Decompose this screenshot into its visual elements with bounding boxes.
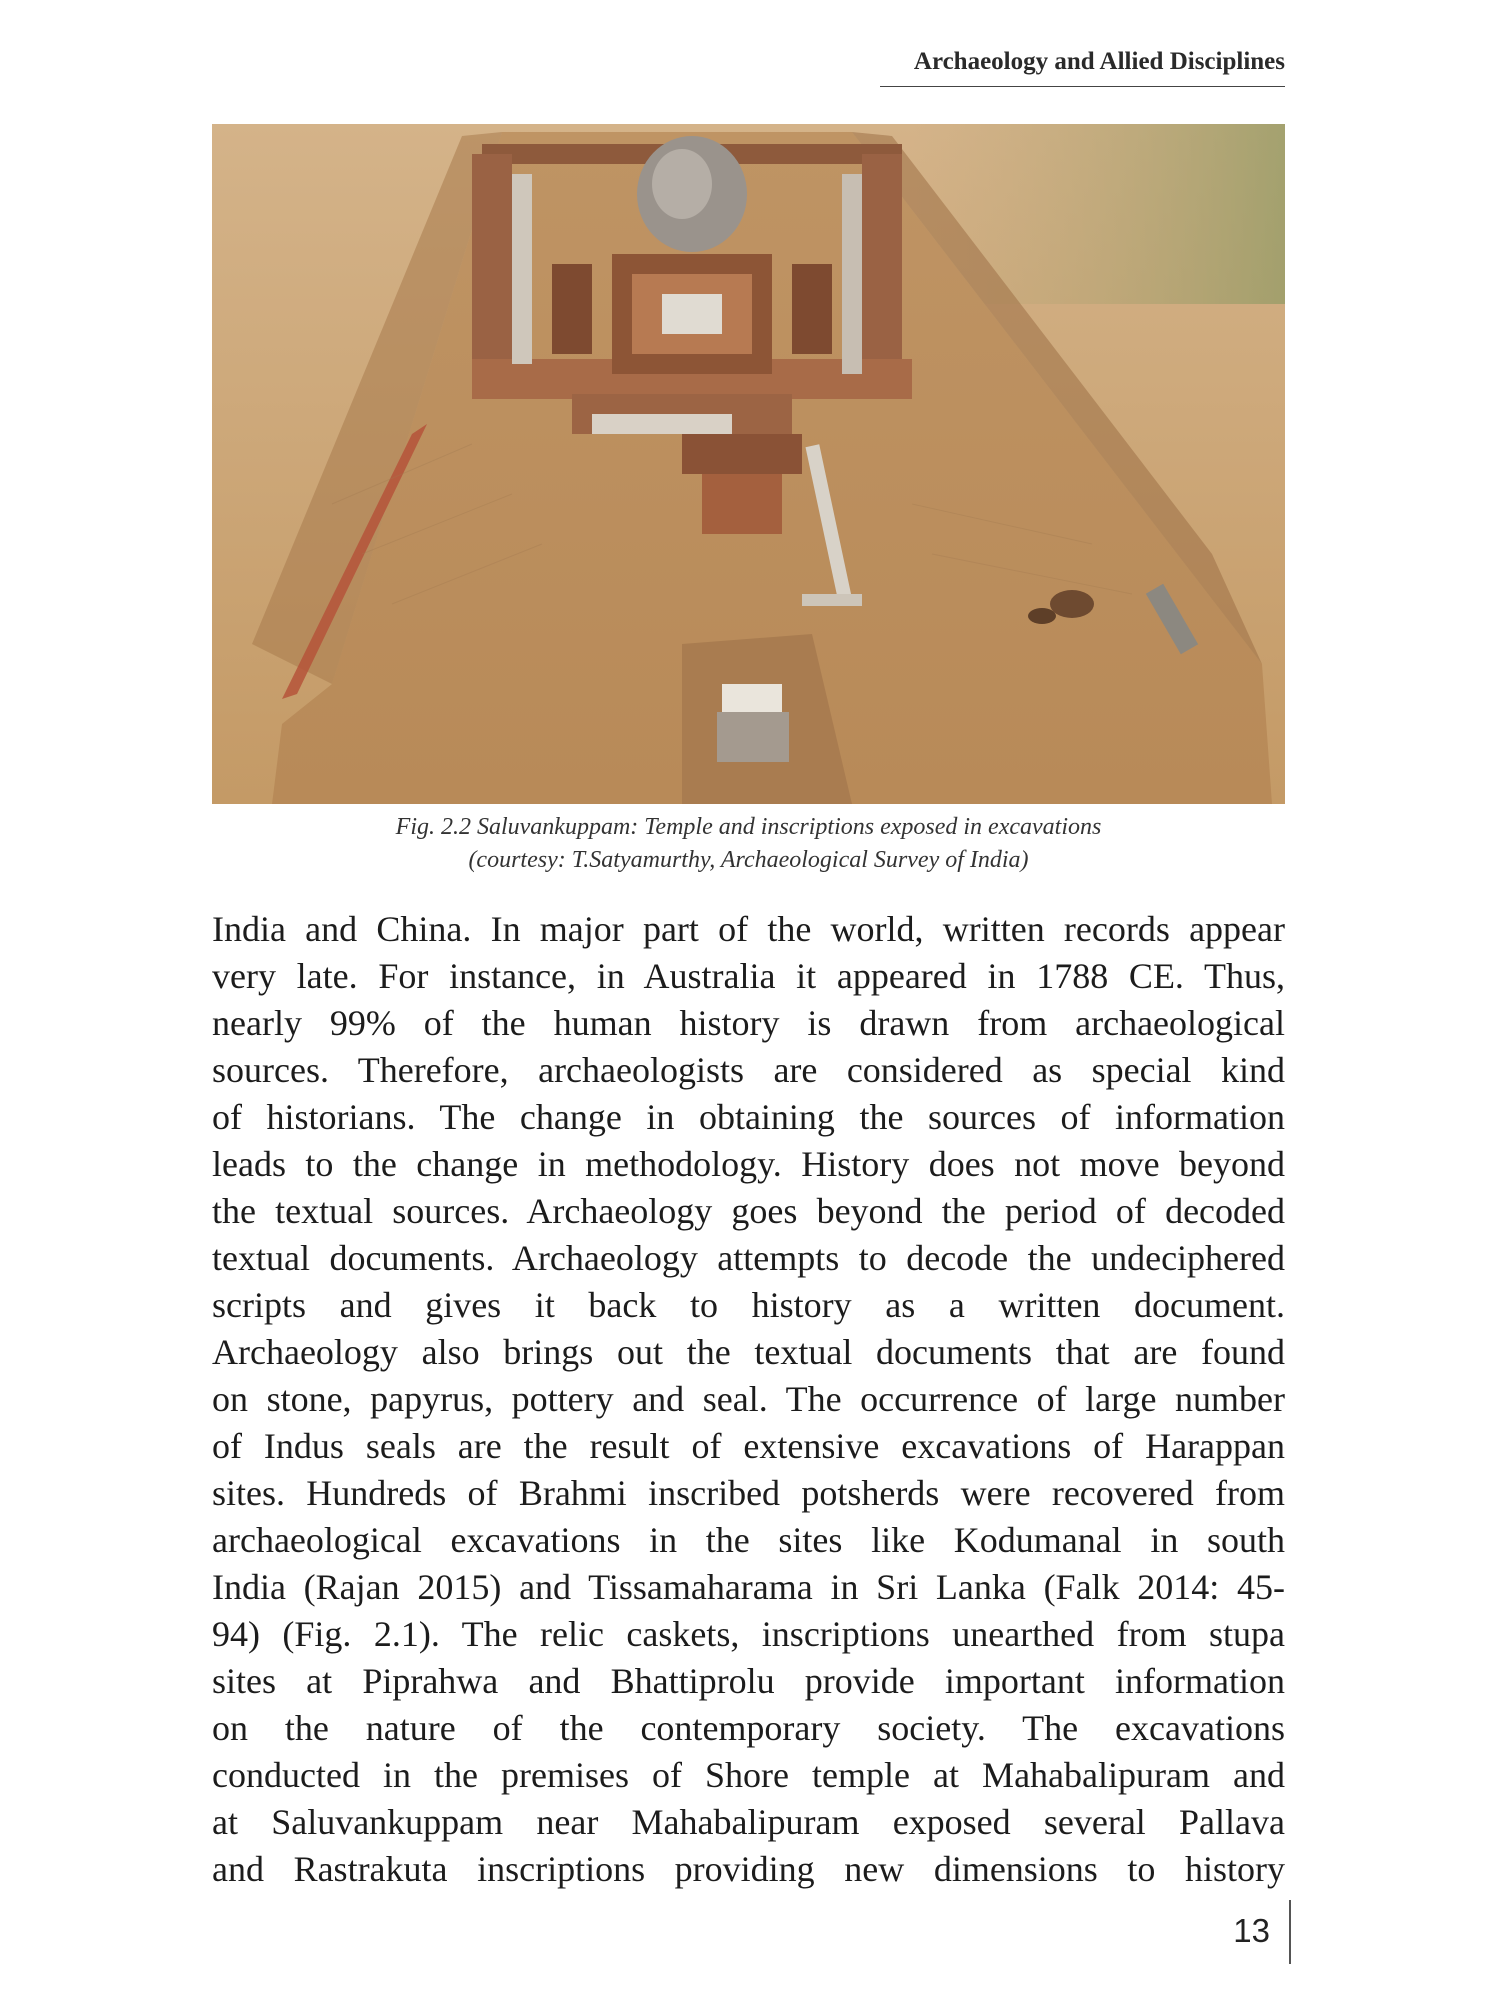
- excavation-photo-illustration: [212, 124, 1285, 804]
- page-number-rule: [1289, 1900, 1291, 1964]
- text-line: Archaeology also brings out the textual documents that are found: [212, 1332, 1285, 1372]
- text-line: scripts and gives it back to history as a written document.: [212, 1285, 1285, 1325]
- text-line: of historians. The change in obtaining the sources of information: [212, 1097, 1285, 1137]
- text-line: at Saluvankuppam near Mahabalipuram exposed several Pallava: [212, 1802, 1285, 1842]
- running-header: Archaeology and Allied Disciplines: [913, 48, 1285, 75]
- text-line: the textual sources. Archaeology goes beyond the period of decoded: [212, 1191, 1285, 1231]
- body-paragraph: [212, 906, 1285, 1893]
- excavation-photo: [212, 124, 1285, 804]
- text-line: on stone, papyrus, pottery and seal. The occurrence of large number: [212, 1379, 1285, 1419]
- caption-line-2: (courtesy: T.Satyamurthy, Archaeological Survey of India): [468, 847, 1029, 873]
- text-line: conducted in the premises of Shore temple at Mahabalipuram and: [212, 1755, 1285, 1795]
- text-line: sites at Piprahwa and Bhattiprolu provide important information: [212, 1661, 1285, 1701]
- text-line: 94) (Fig. 2.1). The relic caskets, inscriptions unearthed from stupa: [212, 1614, 1285, 1654]
- text-line: sites. Hundreds of Brahmi inscribed potsherds were recovered from: [212, 1473, 1285, 1513]
- text-line: India (Rajan 2015) and Tissamaharama in Sri Lanka (Falk 2014: 45-: [212, 1567, 1285, 1607]
- text-line: nearly 99% of the human history is drawn from archaeological: [212, 1003, 1285, 1043]
- text-line: textual documents. Archaeology attempts to decode the undeciphered: [212, 1238, 1285, 1278]
- caption-line-1: Fig. 2.2 Saluvankuppam: Temple and inscriptions exposed in excavations: [395, 814, 1102, 840]
- text-line: very late. For instance, in Australia it appeared in 1788 CE. Thus,: [212, 956, 1285, 996]
- text-line: India and China. In major part of the world, written records appear: [212, 909, 1285, 949]
- text-line: leads to the change in methodology. History does not move beyond: [212, 1144, 1285, 1184]
- text-line: sources. Therefore, archaeologists are considered as special kind: [212, 1050, 1285, 1090]
- text-line: archaeological excavations in the sites like Kodumanal in south: [212, 1520, 1285, 1560]
- page-number: 13: [1233, 1912, 1270, 1949]
- text-line: on the nature of the contemporary society. The excavations: [212, 1708, 1285, 1748]
- header-rule: [880, 86, 1285, 87]
- text-line: and Rastrakuta inscriptions providing new dimensions to history: [212, 1849, 1285, 1889]
- figure-caption: [212, 811, 1285, 877]
- text-line: of Indus seals are the result of extensive excavations of Harappan: [212, 1426, 1285, 1466]
